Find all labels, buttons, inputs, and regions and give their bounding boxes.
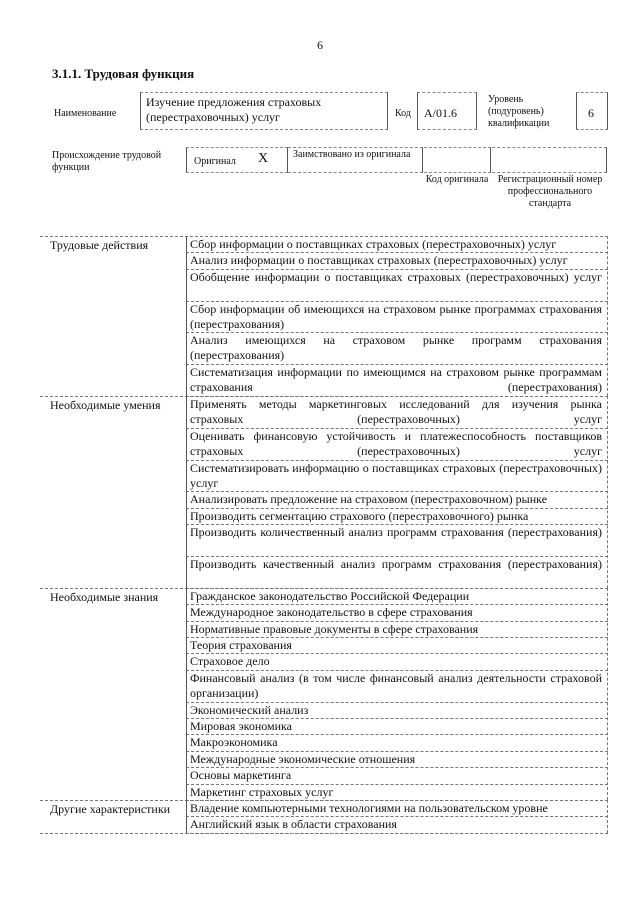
list-item: Гражданское законодательство Российской Федерации [190, 588, 470, 603]
list-item: Производить количественный анализ программ страхования (перестрахования) [190, 525, 602, 540]
section-title: Необходимые знания [50, 589, 159, 604]
origin-label: Происхождение трудовой функции [52, 150, 162, 173]
list-item: Международные экономические отношения [190, 751, 416, 766]
function-name: Изучение предложения страховых (перестраховочных) услуг [146, 95, 322, 124]
list-item: Страховое дело [190, 654, 270, 669]
list-item: Анализ информации о поставщиках страховых (перестраховочных) услуг [190, 253, 568, 268]
list-item: Систематизировать информацию о поставщиках страховых (перестраховочных) услуг [190, 460, 602, 490]
code-original-caption: Код оригинала [425, 174, 489, 185]
list-item: Сбор информации о поставщиках страховых (перестраховочных) услуг [190, 237, 557, 251]
list-item: Сбор информации об имеющихся на страховом рынке программах страхования (перестрахования) [190, 301, 602, 331]
code-original-cell [424, 147, 491, 173]
list-item: Производить сегментацию страхового (перестраховочного) рынка [190, 508, 529, 523]
list-item: Финансовый анализ (в том числе финансовый анализ деятельности страховой организации) [190, 670, 602, 700]
list-item: Английский язык в области страхования [190, 817, 397, 832]
code-value: А/01.6 [424, 106, 457, 120]
list-item: Мировая экономика [190, 719, 292, 733]
code-label: Код [395, 108, 411, 119]
section-title: Необходимые умения [50, 398, 161, 412]
list-item: Международное законодательство в сфере страхования [190, 605, 473, 620]
list-item: Оценивать финансовую устойчивость и платежеспособность поставщиков страховых (перестраховочных) услуг [190, 428, 602, 458]
section-title: Трудовые действия [50, 238, 149, 252]
reg-number-cell [492, 147, 607, 173]
original-mark: X [258, 151, 269, 166]
level-label: Уровень (подуровень) квалификации [488, 94, 550, 129]
list-item: Применять методы маркетинговых исследований для изучения рынка страховых (перестраховочных) услуг [190, 397, 602, 426]
list-item: Маркетинг страховых услуг [190, 784, 334, 799]
list-item: Теория страхования [190, 638, 292, 652]
reg-number-caption: Регистрационный номер профессионального стандарта [497, 174, 603, 209]
name-label: Наименование [54, 108, 117, 119]
page-number: 6 [317, 38, 323, 52]
section-heading: 3.1.1. Трудовая функция [52, 66, 195, 81]
original-label: Оригинал [194, 156, 236, 167]
list-item: Экономический анализ [190, 702, 309, 717]
list-item: Анализировать предложение на страховом (перестраховочном) рынке [190, 492, 548, 507]
list-item: Систематизация информации по имеющимся на страховом рынке программам страхования (перестрахования) [190, 365, 602, 395]
list-item: Макроэкономика [190, 735, 278, 750]
section-title: Другие характеристики [50, 802, 171, 816]
borrowed-label: Заимствовано из оригинала [293, 149, 411, 160]
list-item: Основы маркетинга [190, 768, 292, 783]
list-item: Анализ имеющихся на страховом рынке программ страхования (перестрахования) [190, 333, 602, 363]
list-item: Владение компьютерными технологиями на пользовательском уровне [190, 801, 548, 815]
level-value: 6 [588, 106, 594, 120]
list-item: Обобщение информации о поставщиках страховых (перестраховочных) услуг [190, 269, 602, 284]
function-details-table [40, 236, 608, 833]
list-item: Нормативные правовые документы в сфере страхования [190, 621, 479, 636]
list-item: Производить качественный анализ программ страхования (перестрахования) [190, 557, 602, 571]
